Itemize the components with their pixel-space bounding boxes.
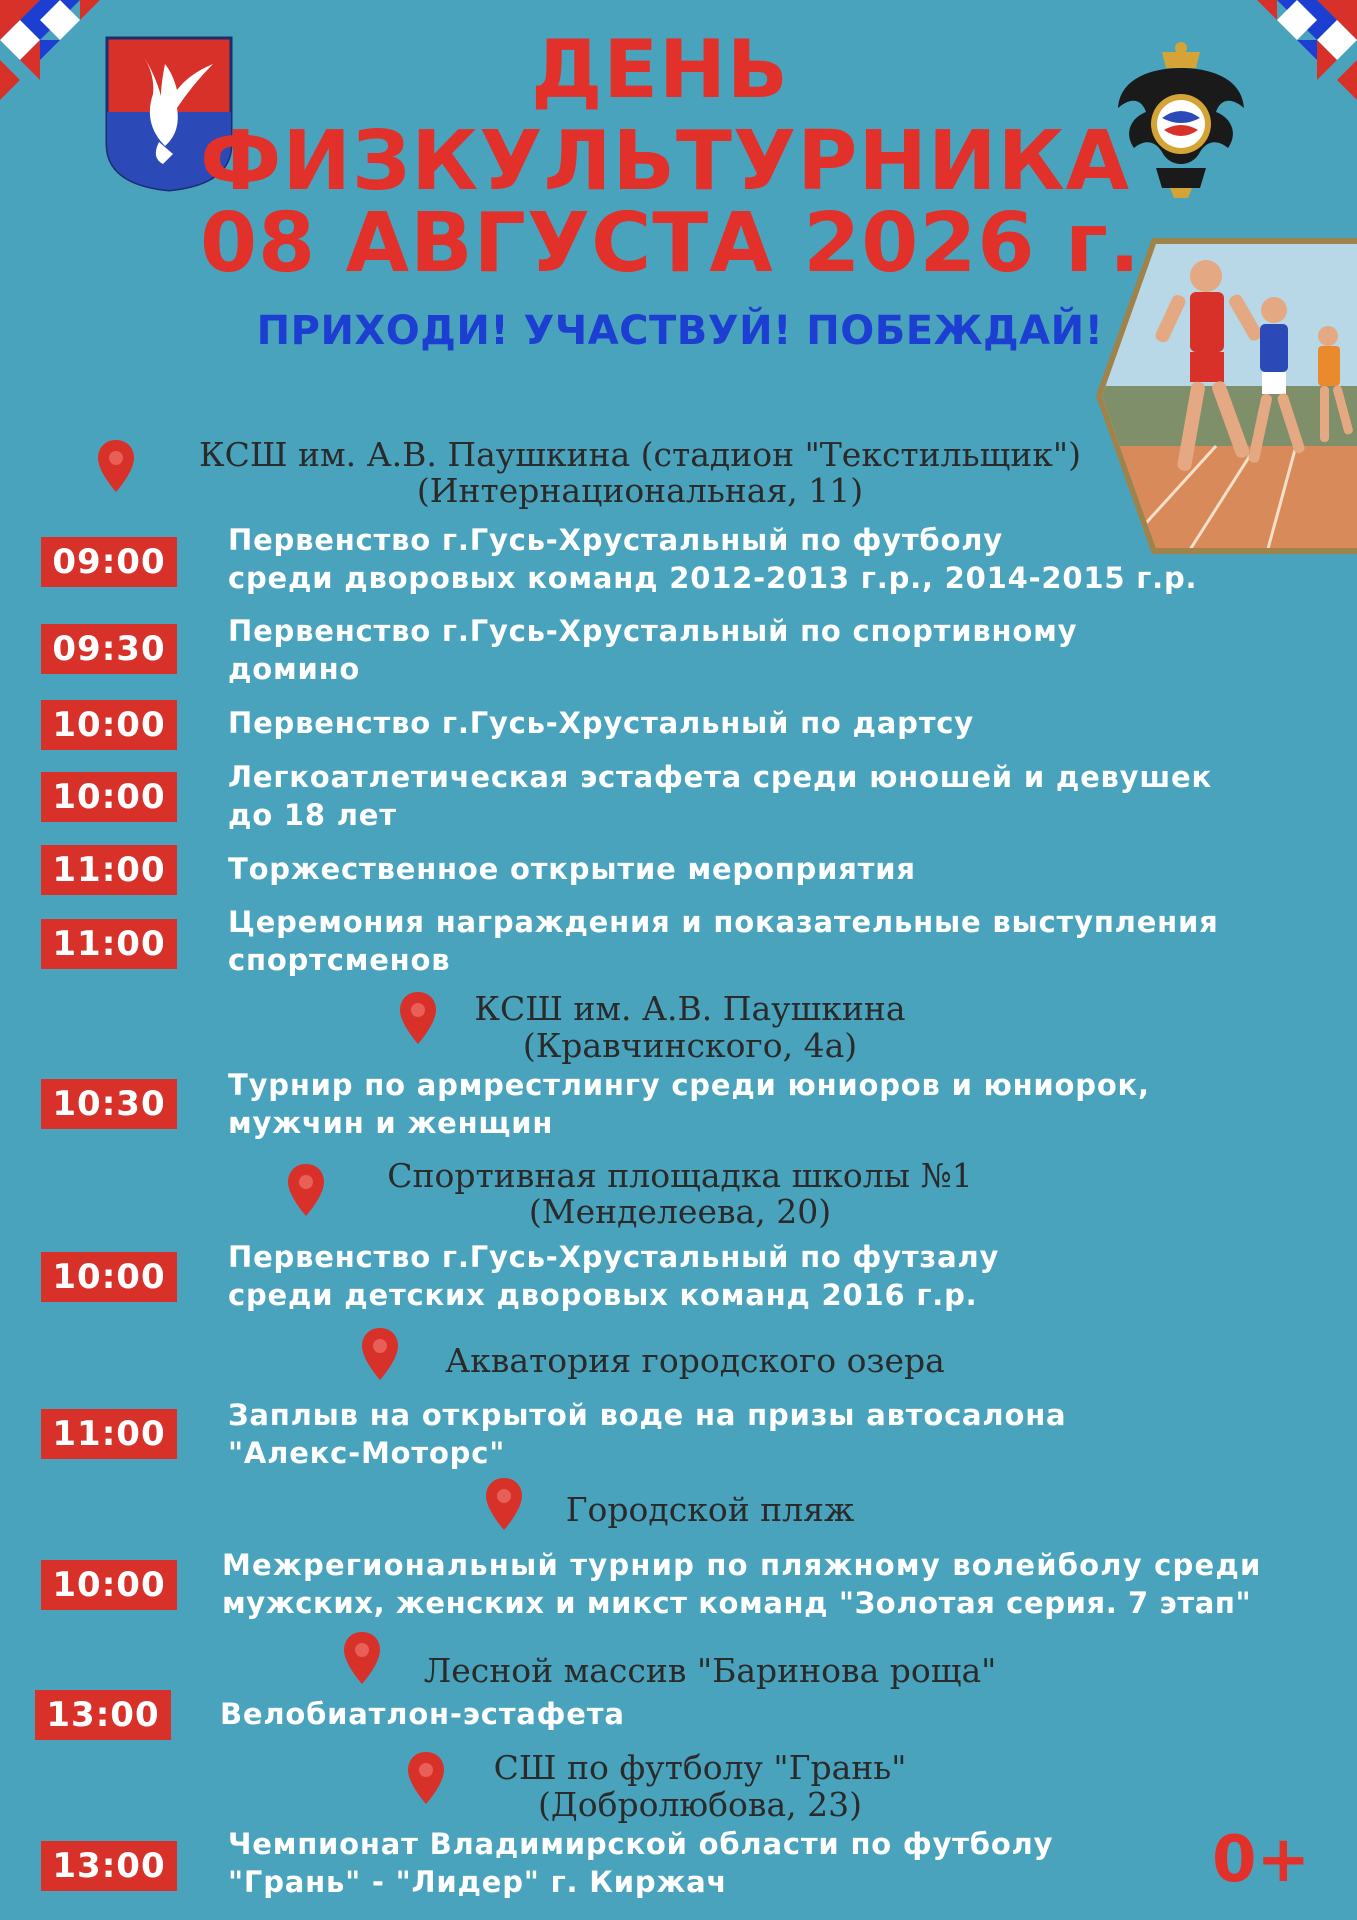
event-5-line-1: Торжественное открытие мероприятия — [228, 852, 916, 886]
event-9-time: 11:00 — [41, 1409, 177, 1459]
event-2-line-1: Первенство г.Гусь-Хрустальный по спортивному — [228, 614, 1078, 648]
event-4-line-1: Легкоатлетическая эстафета среди юношей и девушек — [228, 760, 1212, 794]
venue-7-name: СШ по футболу "Грань" — [493, 1748, 907, 1787]
event-1-line-1: Первенство г.Гусь-Хрустальный по футболу — [228, 523, 1003, 557]
title-date: 08 АВГУСТА 2026 г. — [200, 196, 1141, 291]
venue-7-address: (Добролюбова, 23) — [538, 1785, 862, 1824]
event-6-line-1: Церемония награждения и показательные выступления — [228, 905, 1219, 939]
location-pin-icon — [286, 1162, 326, 1218]
event-9-line-1: Заплыв на открытой воде на призы автосалона — [228, 1398, 1067, 1432]
event-10-line-2: мужских, женских и микст команд "Золотая серия. 7 этап" — [222, 1586, 1252, 1620]
location-pin-icon — [96, 438, 136, 494]
event-7-line-2: мужчин и женщин — [228, 1106, 554, 1140]
event-9-line-2: "Алекс-Моторс" — [228, 1436, 506, 1470]
event-11-line-1: Велобиатлон-эстафета — [220, 1697, 625, 1731]
event-10-line-1: Межрегиональный турнир по пляжному волейболу среди — [222, 1548, 1262, 1582]
event-6-time: 11:00 — [41, 919, 177, 969]
event-12-time: 13:00 — [41, 1841, 177, 1891]
event-10-time: 10:00 — [41, 1560, 177, 1610]
event-11-time: 13:00 — [35, 1690, 171, 1740]
event-6-line-2: спортсменов — [228, 943, 451, 977]
venue-6-name: Лесной массив "Баринова роща" — [423, 1651, 997, 1690]
title-line-2: ФИЗКУЛЬТУРНИКА — [200, 114, 1131, 209]
ministry-eagle-emblem-icon — [1112, 38, 1250, 200]
location-pin-icon — [342, 1630, 382, 1686]
location-pin-icon — [406, 1750, 446, 1806]
venue-4-name: Акватория городского озера — [445, 1341, 945, 1380]
event-12-line-2: "Грань" - "Лидер" г. Киржач — [228, 1865, 728, 1899]
event-2-time: 09:30 — [41, 624, 177, 674]
event-3-line-1: Первенство г.Гусь-Хрустальный по дартсу — [228, 706, 974, 740]
event-5-time: 11:00 — [41, 845, 177, 895]
event-7-line-1: Турнир по армрестлингу среди юниоров и юниорок, — [228, 1068, 1150, 1102]
event-1-line-2: среди дворовых команд 2012-2013 г.р., 2014-2015 г.р. — [228, 561, 1198, 595]
venue-3-address: (Менделеева, 20) — [528, 1192, 832, 1231]
event-8-line-2: среди детских дворовых команд 2016 г.р. — [228, 1278, 978, 1312]
event-4-time: 10:00 — [41, 772, 177, 822]
venue-1-name: КСШ им. А.В. Паушкина (стадион "Текстильщик") — [199, 435, 1081, 474]
corner-ornament-left — [0, 0, 110, 110]
age-rating: 0+ — [1212, 1823, 1311, 1897]
slogan: ПРИХОДИ! УЧАСТВУЙ! ПОБЕЖДАЙ! — [256, 308, 1104, 354]
title-line-1: ДЕНЬ — [531, 23, 789, 116]
event-3-time: 10:00 — [41, 700, 177, 750]
venue-5-name: Городской пляж — [565, 1490, 855, 1529]
event-8-time: 10:00 — [41, 1252, 177, 1302]
event-2-line-2: домино — [228, 652, 361, 686]
venue-2-address: (Кравчинского, 4а) — [522, 1026, 858, 1065]
event-12-line-1: Чемпионат Владимирской области по футболу — [228, 1827, 1054, 1861]
location-pin-icon — [484, 1476, 524, 1532]
location-pin-icon — [360, 1326, 400, 1382]
event-4-line-2: до 18 лет — [228, 798, 397, 832]
corner-ornament-right — [1247, 0, 1357, 110]
event-1-time: 09:00 — [41, 537, 177, 587]
venue-2-name: КСШ им. А.В. Паушкина — [474, 989, 906, 1028]
venue-3-name: Спортивная площадка школы №1 — [387, 1156, 973, 1195]
event-7-time: 10:30 — [41, 1079, 177, 1129]
event-8-line-1: Первенство г.Гусь-Хрустальный по футзалу — [228, 1240, 1000, 1274]
venue-1-address: (Интернациональная, 11) — [416, 471, 864, 510]
